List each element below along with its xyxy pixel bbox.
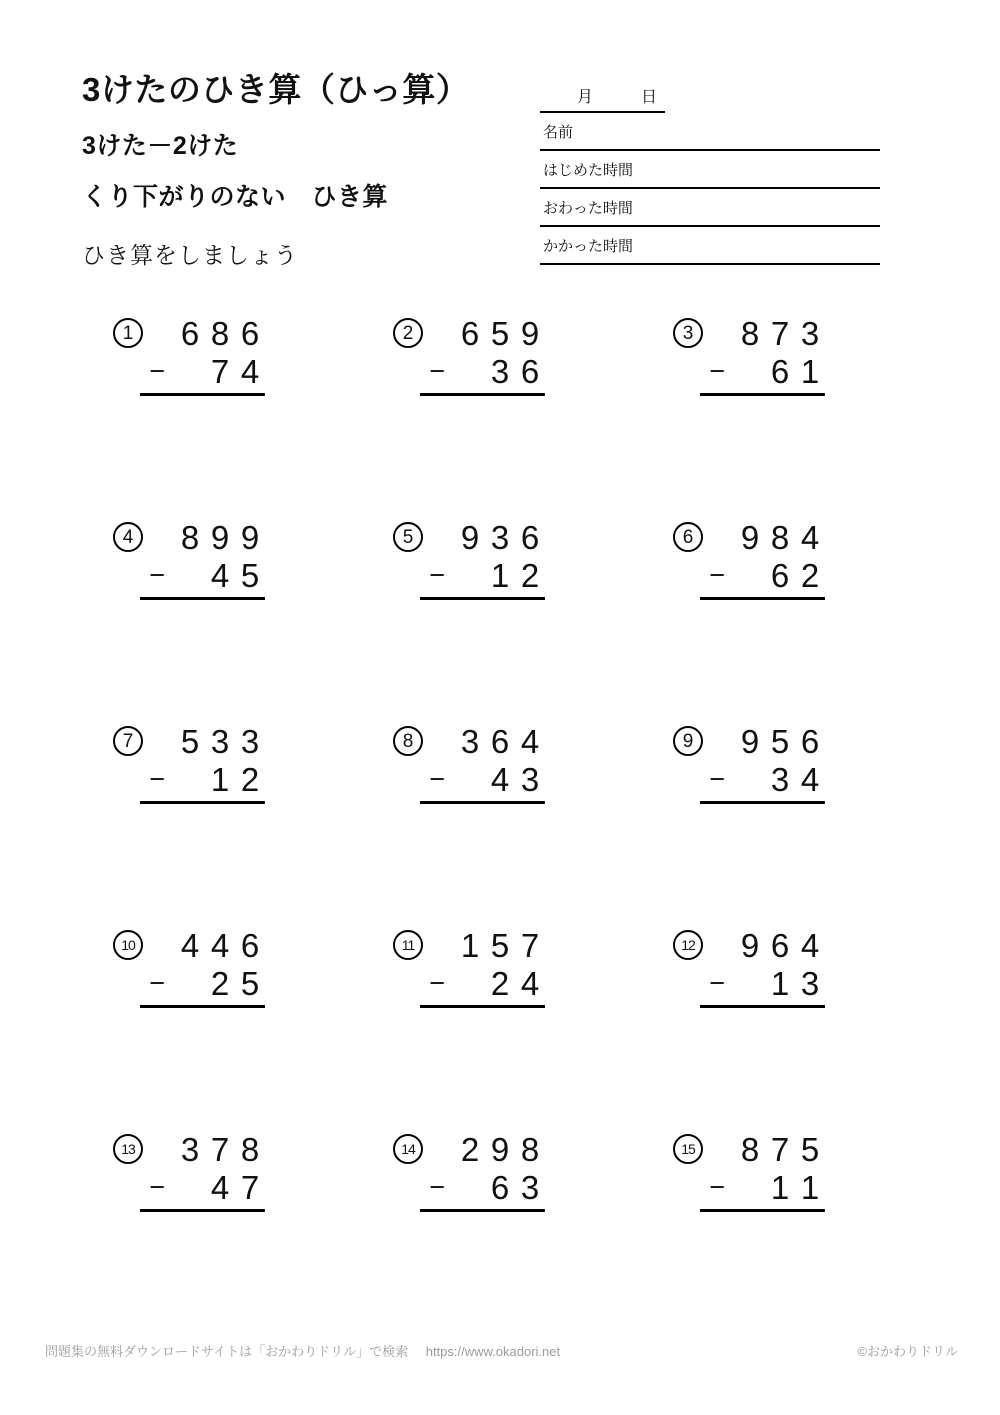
answer-line bbox=[420, 801, 545, 804]
subtrahend-digit: 5 bbox=[240, 964, 260, 1002]
minuend-digit: 6 bbox=[490, 722, 510, 760]
minuend-digit: 8 bbox=[770, 518, 790, 556]
problem-2 bbox=[393, 311, 545, 396]
answer-line bbox=[140, 597, 265, 600]
minuend-digit: 6 bbox=[460, 314, 480, 352]
problem-13 bbox=[113, 1127, 265, 1212]
problem-3 bbox=[673, 311, 825, 396]
subtrahend-digit: 3 bbox=[800, 964, 820, 1002]
minuend-digit: 6 bbox=[800, 722, 820, 760]
elapsed-time-label: かかった時間 bbox=[543, 237, 634, 255]
answer-line bbox=[420, 1005, 545, 1008]
minus-operator: − bbox=[429, 355, 445, 386]
instruction-text: ひき算をしましょう bbox=[82, 242, 298, 268]
problem-number-badge: 1 bbox=[113, 318, 143, 348]
problem-15 bbox=[673, 1127, 825, 1212]
title-block bbox=[82, 64, 469, 213]
minuend-digit: 8 bbox=[240, 1130, 260, 1168]
end-time-label: おわった時間 bbox=[543, 199, 633, 217]
problem-5 bbox=[393, 515, 545, 600]
subtrahend-digit: 4 bbox=[210, 1168, 230, 1206]
subtrahend-digit: 6 bbox=[520, 352, 540, 390]
subtrahend-digit: 1 bbox=[800, 1168, 820, 1206]
minuend-digit: 6 bbox=[240, 314, 260, 352]
minus-operator: − bbox=[149, 763, 165, 794]
footer-copyright: ©おかわりドリル bbox=[857, 1344, 958, 1359]
answer-line bbox=[140, 1005, 265, 1008]
problem-number-badge: 15 bbox=[673, 1134, 703, 1164]
name-field bbox=[540, 113, 880, 151]
minuend-digit: 1 bbox=[460, 926, 480, 964]
subtrahend-digit: 6 bbox=[770, 352, 790, 390]
minuend-digit: 9 bbox=[740, 518, 760, 556]
start-time-label: はじめた時間 bbox=[543, 161, 634, 179]
subtrahend-digit: 1 bbox=[490, 556, 510, 594]
subtrahend-digit: 2 bbox=[210, 964, 230, 1002]
answer-line bbox=[140, 1209, 265, 1212]
minuend-digit: 8 bbox=[210, 314, 230, 352]
subtrahend-digit: 4 bbox=[490, 760, 510, 798]
problem-12 bbox=[673, 923, 825, 1008]
subtrahend-digit: 7 bbox=[240, 1168, 260, 1206]
minuend-digit: 5 bbox=[770, 722, 790, 760]
problem-10 bbox=[113, 923, 265, 1008]
minuend-digit: 4 bbox=[210, 926, 230, 964]
page-title: 3けたのひき算（ひっ算） bbox=[82, 71, 470, 108]
problems-grid bbox=[113, 311, 825, 1212]
minuend-digit: 9 bbox=[240, 518, 260, 556]
subtrahend-digit: 2 bbox=[240, 760, 260, 798]
minuend-digit: 8 bbox=[740, 1130, 760, 1168]
header-fields bbox=[540, 80, 880, 265]
start-time-field bbox=[540, 151, 880, 189]
problem-14 bbox=[393, 1127, 545, 1212]
minus-operator: − bbox=[149, 1171, 165, 1202]
day-label: 日 bbox=[641, 89, 658, 106]
date-field bbox=[540, 80, 665, 113]
problem-6 bbox=[673, 515, 825, 600]
minus-operator: − bbox=[149, 355, 165, 386]
minuend-digit: 3 bbox=[460, 722, 480, 760]
minus-operator: − bbox=[429, 967, 445, 998]
subtrahend-digit: 2 bbox=[520, 556, 540, 594]
minuend-digit: 2 bbox=[460, 1130, 480, 1168]
subtrahend-digit: 2 bbox=[490, 964, 510, 1002]
answer-line bbox=[700, 393, 825, 396]
subtrahend-digit: 3 bbox=[520, 760, 540, 798]
footer-site-note: 問題集の無料ダウンロードサイトは「おかわりドリル」で検索 bbox=[45, 1344, 409, 1359]
subtrahend-digit: 4 bbox=[520, 964, 540, 1002]
minuend-digit: 8 bbox=[740, 314, 760, 352]
problem-4 bbox=[113, 515, 265, 600]
minuend-digit: 8 bbox=[520, 1130, 540, 1168]
minuend-digit: 6 bbox=[180, 314, 200, 352]
minuend-digit: 9 bbox=[740, 722, 760, 760]
problem-number-badge: 7 bbox=[113, 726, 143, 756]
minus-operator: − bbox=[429, 763, 445, 794]
problem-number-badge: 11 bbox=[393, 930, 423, 960]
minuend-digit: 9 bbox=[210, 518, 230, 556]
minuend-digit: 7 bbox=[210, 1130, 230, 1168]
answer-line bbox=[140, 393, 265, 396]
problem-number-badge: 14 bbox=[393, 1134, 423, 1164]
problem-number-badge: 2 bbox=[393, 318, 423, 348]
subtrahend-digit: 6 bbox=[490, 1168, 510, 1206]
answer-line bbox=[700, 597, 825, 600]
footer-site-info bbox=[45, 1341, 560, 1360]
subtitle-digit-level: 3けた－2けた bbox=[82, 132, 239, 160]
minus-operator: − bbox=[429, 1171, 445, 1202]
minus-operator: − bbox=[709, 355, 725, 386]
minuend-digit: 3 bbox=[490, 518, 510, 556]
name-label: 名前 bbox=[543, 123, 574, 141]
minuend-digit: 3 bbox=[800, 314, 820, 352]
minuend-digit: 3 bbox=[180, 1130, 200, 1168]
subtrahend-digit: 3 bbox=[490, 352, 510, 390]
subtrahend-digit: 4 bbox=[210, 556, 230, 594]
minus-operator: − bbox=[709, 559, 725, 590]
problem-number-badge: 6 bbox=[673, 522, 703, 552]
problem-8 bbox=[393, 719, 545, 804]
problem-9 bbox=[673, 719, 825, 804]
minuend-digit: 6 bbox=[520, 518, 540, 556]
answer-line bbox=[140, 801, 265, 804]
minuend-digit: 3 bbox=[240, 722, 260, 760]
problem-number-badge: 8 bbox=[393, 726, 423, 756]
subtrahend-digit: 1 bbox=[210, 760, 230, 798]
minuend-digit: 6 bbox=[240, 926, 260, 964]
minuend-digit: 4 bbox=[180, 926, 200, 964]
minuend-digit: 9 bbox=[490, 1130, 510, 1168]
problem-number-badge: 4 bbox=[113, 522, 143, 552]
minuend-digit: 4 bbox=[800, 518, 820, 556]
minuend-digit: 7 bbox=[520, 926, 540, 964]
subtrahend-digit: 4 bbox=[240, 352, 260, 390]
subtrahend-digit: 1 bbox=[770, 964, 790, 1002]
minuend-digit: 3 bbox=[210, 722, 230, 760]
minuend-digit: 9 bbox=[520, 314, 540, 352]
end-time-field bbox=[540, 189, 880, 227]
subtrahend-digit: 7 bbox=[210, 352, 230, 390]
answer-line bbox=[700, 1209, 825, 1212]
problem-number-badge: 10 bbox=[113, 930, 143, 960]
minuend-digit: 5 bbox=[180, 722, 200, 760]
minus-operator: − bbox=[709, 763, 725, 794]
minuend-digit: 5 bbox=[800, 1130, 820, 1168]
minus-operator: − bbox=[429, 559, 445, 590]
answer-line bbox=[700, 801, 825, 804]
answer-line bbox=[420, 1209, 545, 1212]
subtrahend-digit: 1 bbox=[770, 1168, 790, 1206]
minus-operator: − bbox=[709, 967, 725, 998]
subtrahend-digit: 4 bbox=[800, 760, 820, 798]
month-label: 月 bbox=[577, 89, 594, 106]
minus-operator: − bbox=[709, 1171, 725, 1202]
answer-line bbox=[420, 597, 545, 600]
problem-number-badge: 5 bbox=[393, 522, 423, 552]
subtrahend-digit: 2 bbox=[800, 556, 820, 594]
minuend-digit: 5 bbox=[490, 926, 510, 964]
minuend-digit: 7 bbox=[770, 314, 790, 352]
subtrahend-digit: 3 bbox=[520, 1168, 540, 1206]
subtrahend-digit: 3 bbox=[770, 760, 790, 798]
answer-line bbox=[420, 393, 545, 396]
minuend-digit: 8 bbox=[180, 518, 200, 556]
subtrahend-digit: 1 bbox=[800, 352, 820, 390]
problem-1 bbox=[113, 311, 265, 396]
minuend-digit: 4 bbox=[520, 722, 540, 760]
subtrahend-digit: 6 bbox=[770, 556, 790, 594]
minuend-digit: 9 bbox=[460, 518, 480, 556]
problem-7 bbox=[113, 719, 265, 804]
problem-number-badge: 12 bbox=[673, 930, 703, 960]
minuend-digit: 5 bbox=[490, 314, 510, 352]
minuend-digit: 7 bbox=[770, 1130, 790, 1168]
answer-line bbox=[700, 1005, 825, 1008]
problem-number-badge: 3 bbox=[673, 318, 703, 348]
problem-number-badge: 9 bbox=[673, 726, 703, 756]
subtrahend-digit: 5 bbox=[240, 556, 260, 594]
minus-operator: − bbox=[149, 559, 165, 590]
minuend-digit: 6 bbox=[770, 926, 790, 964]
elapsed-time-field bbox=[540, 227, 880, 265]
footer-url: https://www.okadori.net bbox=[425, 1344, 561, 1359]
minuend-digit: 4 bbox=[800, 926, 820, 964]
problem-11 bbox=[393, 923, 545, 1008]
minus-operator: − bbox=[149, 967, 165, 998]
subtitle-no-borrowing: くり下がりのない ひき算 bbox=[82, 183, 389, 211]
minuend-digit: 9 bbox=[740, 926, 760, 964]
problem-number-badge: 13 bbox=[113, 1134, 143, 1164]
